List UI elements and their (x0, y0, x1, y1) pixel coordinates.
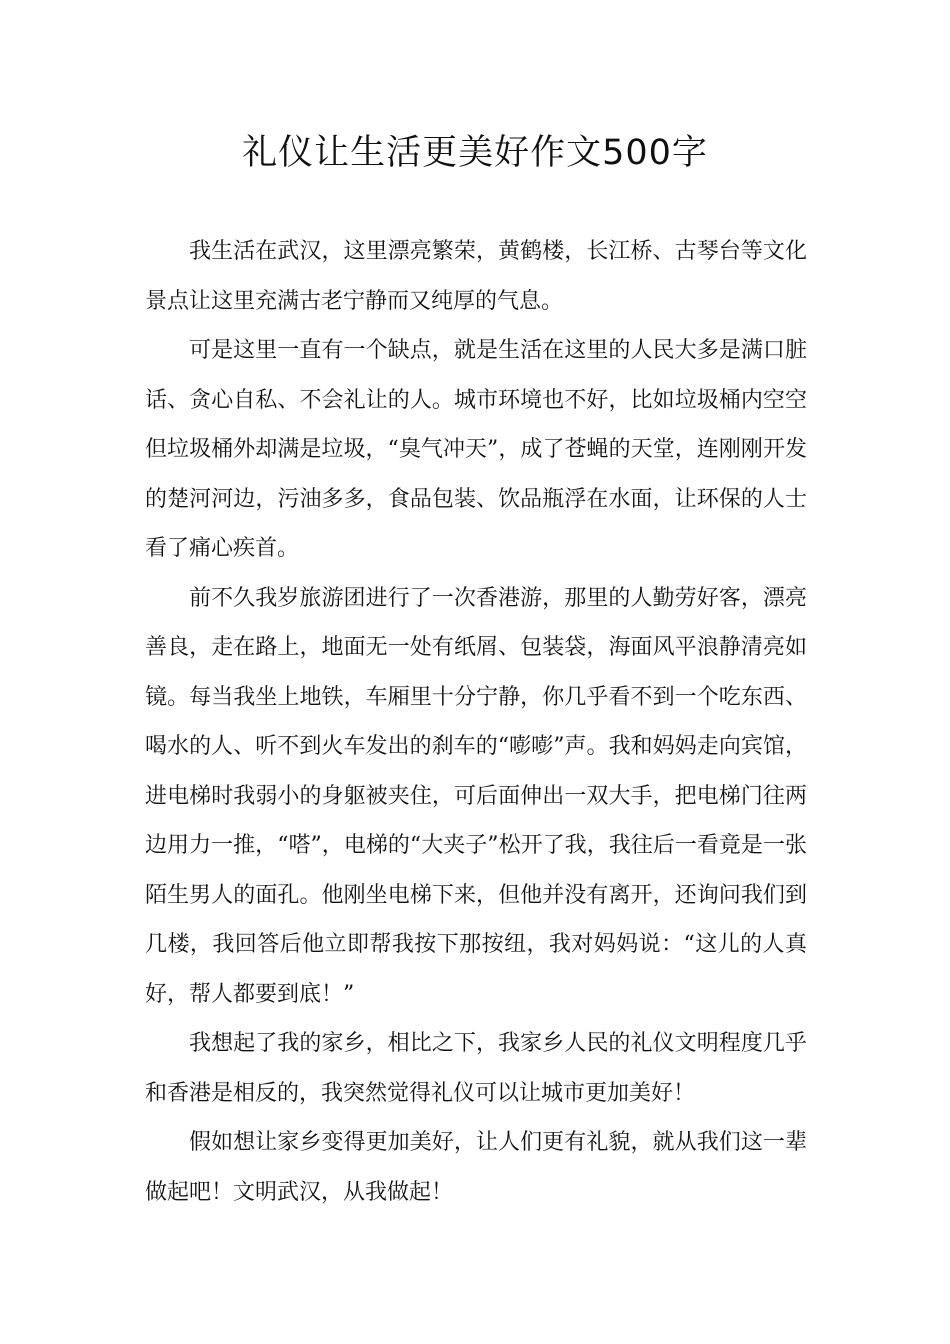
document-body (145, 227, 807, 1217)
paragraph-5: 假如想让家乡变得更加美好，让人们更有礼貌，就从我们这一辈做起吧！文明武汉，从我做起！ (145, 1130, 807, 1205)
paragraph-4: 我想起了我的家乡，相比之下，我家乡人民的礼仪文明程度几乎和香港是相反的，我突然觉得礼仪可以让城市更加美好！ (145, 1031, 807, 1106)
paragraph-1: 我生活在武汉，这里漂亮繁荣，黄鹤楼，长江桥、古琴台等文化景点让这里充满古老宁静而又纯厚的气息。 (145, 239, 807, 314)
paragraph-2: 可是这里一直有一个缺点，就是生活在这里的人民大多是满口脏话、贪心自私、不会礼让的人。城市环境也不好，比如垃圾桶内空空但垃圾桶外却满是垃圾，“臭气冲天”，成了苍蝇的天堂，连刚刚开发的楚河河边，污油多多，食品包装、饮品瓶浮在水面，让环保的人士看了痛心疾首。 (145, 338, 807, 561)
paragraph-3: 前不久我岁旅游团进行了一次香港游，那里的人勤劳好客，漂亮善良，走在路上，地面无一处有纸屑、包装袋，海面风平浪静清亮如镜。每当我坐上地铁，车厢里十分宁静，你几乎看不到一个吃东西、喝水的人、听不到火车发出的刹车的“嘭嘭”声。我和妈妈走向宾馆，进电梯时我弱小的身躯被夹住，可后面伸出一双大手，把电梯门往两边用力一推，“嗒”，电梯的“大夹子”松开了我，我往后一看竟是一张陌生男人的面孔。他刚坐电梯下来，但他并没有离开，还询问我们到几楼，我回答后他立即帮我按下那按纽，我对妈妈说：“这儿的人真好，帮人都要到底！” (145, 585, 807, 1007)
document-title: 礼仪让生活更美好作文500字 (242, 133, 708, 173)
